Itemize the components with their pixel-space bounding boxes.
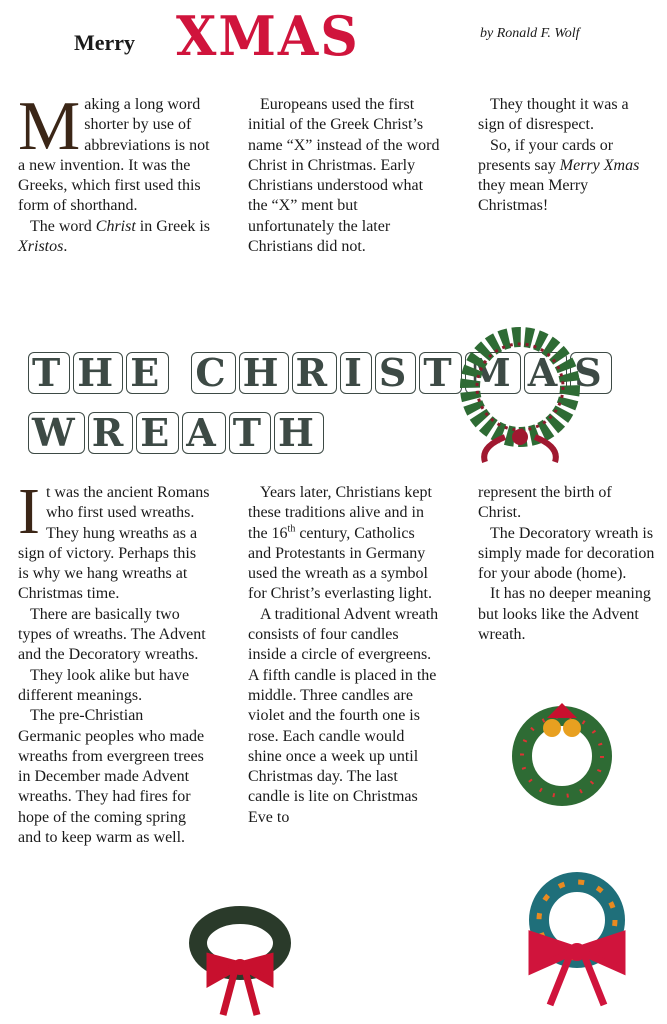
- xmas-logo: XMAS: [176, 4, 360, 69]
- drop-cap: I: [18, 475, 40, 548]
- holly-wreath-illustration: [455, 325, 590, 470]
- paragraph: t was the ancient Romans who first used wreaths. They hung wreaths as a sign of victory. Perhaps this is why we hang wreaths at Christmas time.: [18, 484, 210, 603]
- article2-col1: [18, 475, 210, 848]
- title-letter: S: [570, 352, 611, 394]
- paragraph: It has no deeper meaning but looks like the Advent wreath.: [478, 585, 651, 644]
- title-letter: C: [191, 352, 235, 394]
- title-letter: S: [375, 352, 416, 394]
- article2-col3: [478, 483, 658, 645]
- article1-col3: [478, 95, 658, 217]
- title-letter: A: [524, 352, 567, 394]
- drop-cap: M: [18, 88, 81, 165]
- paragraph: A traditional Advent wreath consists of four candles inside a circle of evergreens. A fifth candle is placed in the middle. Three candles are violet and the fourth one is rose. Each candle would shine once a week up until Christmas day. The last candle is lite on Christmas Eve to: [248, 605, 439, 826]
- byline: by Ronald F. Wolf: [480, 26, 580, 41]
- article1-col2: [248, 95, 440, 257]
- title-letter: T: [229, 412, 271, 454]
- title-letter: M: [465, 352, 521, 394]
- dark-wreath-illustration: [185, 905, 295, 1020]
- paragraph: The pre-Christian Germanic peoples who made wreaths from evergreen trees in December made Advent wreaths. They had fires for hope of the coming spring and to keep warm as well.: [18, 707, 205, 847]
- title-letter: H: [274, 412, 324, 454]
- title-letter: W: [28, 412, 85, 454]
- title-word-the: [28, 350, 172, 395]
- title-letter: I: [340, 352, 372, 394]
- title-letter: A: [182, 412, 225, 454]
- bow-wreath-illustration: [515, 870, 645, 1010]
- paragraph: Years later, Christians kept these traditions alive and in the 16th century, Catholics and Protestants in Germany used the wreath as a symbol for Christ’s everlasting light.: [248, 484, 432, 603]
- title-letter: E: [126, 352, 169, 394]
- paragraph: aking a long word shorter by use of abbreviations is not a new invention. It was the Greeks, which first used this form of shorthand.: [18, 96, 210, 215]
- title-letter: T: [28, 352, 70, 394]
- bell-wreath-illustration: [505, 698, 620, 808]
- paragraph: They look alike but have different meanings.: [18, 666, 190, 704]
- merry-heading: Merry: [74, 30, 136, 55]
- article1-col1: [18, 88, 210, 257]
- paragraph: They thought it was a sign of disrespect.: [478, 96, 629, 134]
- title-letter: T: [419, 352, 461, 394]
- title-letter: H: [239, 352, 289, 394]
- paragraph: The Decoratory wreath is simply made for decoration for your abode (home).: [478, 524, 655, 583]
- title-letter: H: [73, 352, 123, 394]
- title-letter: R: [292, 352, 338, 394]
- paragraph: represent the birth of Christ.: [478, 484, 612, 522]
- article2-col2: [248, 483, 440, 828]
- paragraph: There are basically two types of wreaths. The Advent and the Decoratory wreaths.: [18, 605, 206, 664]
- title-letter: R: [88, 412, 134, 454]
- title-line2: [28, 410, 327, 455]
- title-letter: E: [136, 412, 179, 454]
- paragraph: The word Christ in Greek is Xristos.: [18, 217, 210, 256]
- paragraph: So, if your cards or presents say Merry Xmas they mean Merry Christmas!: [478, 136, 640, 215]
- paragraph: Europeans used the first initial of the Greek Christ’s name “X” instead of the word Christ in Christmas. Early Christians understood what the “X” ment but unfortunately the later Christians did not.: [248, 96, 440, 256]
